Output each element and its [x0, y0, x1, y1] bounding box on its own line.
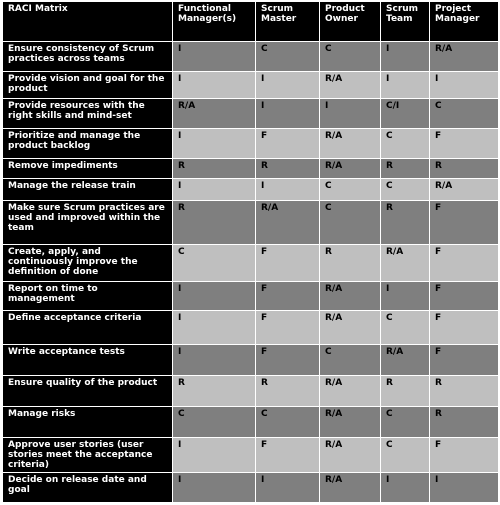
raci-cell: F — [430, 282, 499, 310]
table-row — [3, 178, 499, 200]
raci-cell: I — [381, 472, 430, 502]
raci-cell: R/A — [320, 72, 381, 99]
raci-cell: R — [381, 376, 430, 406]
role-header-scrum-master: Scrum Master — [256, 2, 320, 42]
table-row — [3, 282, 499, 310]
table-row — [3, 42, 499, 72]
table-row — [3, 345, 499, 376]
raci-cell: C — [320, 42, 381, 72]
raci-cell: R/A — [320, 376, 381, 406]
raci-cell: F — [256, 438, 320, 472]
task-label: Make sure Scrum practices are used and improved within the team — [3, 200, 173, 244]
raci-cell: R — [430, 406, 499, 437]
raci-cell: I — [381, 42, 430, 72]
raci-cell: R/A — [320, 438, 381, 472]
raci-cell: C — [320, 200, 381, 244]
role-header-product-owner: Product Owner — [320, 2, 381, 42]
raci-cell: I — [173, 438, 256, 472]
raci-cell: I — [173, 178, 256, 200]
raci-cell: R/A — [256, 200, 320, 244]
raci-cell: C — [320, 178, 381, 200]
table-row — [3, 72, 499, 99]
raci-cell: F — [256, 282, 320, 310]
task-label: Report on time to management — [3, 282, 173, 310]
raci-cell: I — [173, 72, 256, 99]
task-label: Manage risks — [3, 406, 173, 437]
raci-cell: R/A — [430, 42, 499, 72]
table-row — [3, 128, 499, 158]
raci-cell: C — [381, 178, 430, 200]
raci-cell: I — [173, 282, 256, 310]
raci-cell: I — [320, 99, 381, 128]
table-row — [3, 376, 499, 406]
raci-cell: R — [320, 244, 381, 282]
raci-cell: R — [430, 159, 499, 179]
raci-cell: F — [430, 128, 499, 158]
raci-cell: C — [430, 99, 499, 128]
role-header-scrum-team: Scrum Team — [381, 2, 430, 42]
task-label: Remove impediments — [3, 159, 173, 179]
raci-cell: R — [381, 159, 430, 179]
role-header-functional-manager: Functional Manager(s) — [173, 2, 256, 42]
header-row — [3, 2, 499, 42]
raci-cell: R/A — [430, 178, 499, 200]
raci-cell: F — [430, 345, 499, 376]
raci-cell: F — [256, 128, 320, 158]
raci-cell: R/A — [320, 128, 381, 158]
task-label: Ensure consistency of Scrum practices across teams — [3, 42, 173, 72]
raci-cell: C/I — [381, 99, 430, 128]
raci-cell: I — [256, 99, 320, 128]
table-row — [3, 472, 499, 502]
raci-cell: C — [320, 345, 381, 376]
task-label: Provide vision and goal for the product — [3, 72, 173, 99]
raci-cell: C — [381, 128, 430, 158]
table-row — [3, 159, 499, 179]
task-label: Define acceptance criteria — [3, 310, 173, 344]
raci-cell: C — [381, 438, 430, 472]
raci-cell: I — [381, 72, 430, 99]
raci-cell: I — [256, 178, 320, 200]
raci-cell: R — [173, 159, 256, 179]
raci-cell: R — [430, 376, 499, 406]
raci-cell: R — [256, 159, 320, 179]
role-header-project-manager: Project Manager — [430, 2, 499, 42]
raci-matrix-table — [2, 1, 499, 503]
raci-cell: I — [173, 42, 256, 72]
raci-cell: I — [256, 472, 320, 502]
raci-cell: R/A — [320, 472, 381, 502]
raci-cell: F — [430, 244, 499, 282]
raci-cell: C — [256, 406, 320, 437]
raci-cell: R — [173, 376, 256, 406]
raci-cell: I — [381, 282, 430, 310]
raci-cell: C — [381, 406, 430, 437]
raci-cell: C — [381, 310, 430, 344]
raci-cell: R/A — [381, 244, 430, 282]
raci-cell: I — [256, 72, 320, 99]
raci-cell: C — [173, 244, 256, 282]
task-label: Prioritize and manage the product backlog — [3, 128, 173, 158]
task-label: Create, apply, and continuously improve the definition of done — [3, 244, 173, 282]
raci-cell: R — [381, 200, 430, 244]
raci-cell: R/A — [173, 99, 256, 128]
raci-cell: C — [173, 406, 256, 437]
raci-cell: R/A — [320, 159, 381, 179]
raci-cell: F — [256, 345, 320, 376]
raci-cell: F — [256, 244, 320, 282]
raci-cell: R — [173, 200, 256, 244]
raci-cell: F — [430, 438, 499, 472]
raci-cell: I — [173, 472, 256, 502]
task-label: Manage the release train — [3, 178, 173, 200]
corner-header: RACI Matrix — [3, 2, 173, 42]
table-row — [3, 406, 499, 437]
raci-cell: I — [173, 345, 256, 376]
raci-cell: R/A — [320, 406, 381, 437]
raci-cell: F — [430, 200, 499, 244]
table-row — [3, 200, 499, 244]
task-label: Approve user stories (user stories meet the acceptance criteria) — [3, 438, 173, 472]
task-label: Decide on release date and goal — [3, 472, 173, 502]
raci-cell: I — [430, 472, 499, 502]
raci-cell: R/A — [320, 282, 381, 310]
table-row — [3, 310, 499, 344]
raci-cell: I — [173, 310, 256, 344]
raci-cell: I — [430, 72, 499, 99]
raci-cell: R/A — [320, 310, 381, 344]
task-label: Write acceptance tests — [3, 345, 173, 376]
raci-cell: R — [256, 376, 320, 406]
task-label: Provide resources with the right skills and mind-set — [3, 99, 173, 128]
table-row — [3, 244, 499, 282]
raci-cell: F — [430, 310, 499, 344]
raci-cell: I — [173, 128, 256, 158]
raci-cell: R/A — [381, 345, 430, 376]
table-row — [3, 99, 499, 128]
task-label: Ensure quality of the product — [3, 376, 173, 406]
raci-cell: F — [256, 310, 320, 344]
table-row — [3, 438, 499, 472]
raci-cell: C — [256, 42, 320, 72]
